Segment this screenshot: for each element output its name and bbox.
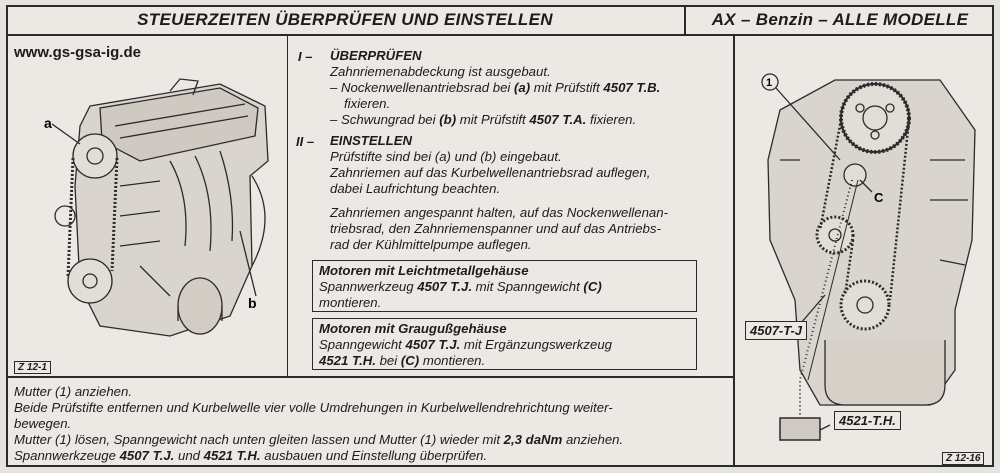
section1-item2: – Schwungrad bei (b) mit Prüfstift 4507 T.A. fixieren. xyxy=(330,112,637,127)
box-grey-cast xyxy=(312,318,697,370)
section1-text xyxy=(330,48,730,128)
bottom-line3: bewegen. xyxy=(14,416,72,431)
section2-number: II – xyxy=(296,134,315,149)
box2-line1: Spanngewicht 4507 T.J. mit Ergänzungswerkzeug xyxy=(319,337,612,352)
engine-left-illustration xyxy=(20,66,282,366)
model-title: AX – Benzin – ALLE MODELLE xyxy=(686,5,994,36)
section2-title: EINSTELLEN xyxy=(330,133,413,148)
section2-line3: dabei Laufrichtung beachten. xyxy=(330,181,501,196)
section1-item1: – Nockenwellenantriebsrad bei (a) mit Prüfstift 4507 T.B. xyxy=(330,80,661,95)
tool-callout-4521: 4521-T.H. xyxy=(834,411,901,430)
box2-title: Motoren mit Graugußgehäuse xyxy=(319,321,507,336)
watermark-url: www.gs-gsa-ig.de xyxy=(14,44,141,61)
section2-line1: Prüfstifte sind bei (a) und (b) eingebaut. xyxy=(330,149,562,164)
label-a: a xyxy=(44,115,52,131)
label-b: b xyxy=(248,295,257,311)
figure-id-left: Z 12-1 xyxy=(14,361,51,374)
box1-line2: montieren. xyxy=(319,295,382,310)
bottom-line5: Spannwerkzeuge 4507 T.J. und 4521 T.H. ausbauen und Einstellung überprüfen. xyxy=(14,448,488,463)
box-light-alloy xyxy=(312,260,697,312)
section1-intro: Zahnriemenabdeckung ist ausgebaut. xyxy=(330,64,551,79)
figure-divider xyxy=(287,36,288,376)
section2-para2-l3: rad der Kühlmittelpumpe auflegen. xyxy=(330,237,532,252)
engine-right-illustration xyxy=(740,40,990,460)
bottom-divider xyxy=(6,376,734,378)
section2-line2: Zahnriemen auf das Kurbelwellenantriebsrad auflegen, xyxy=(330,165,651,180)
bottom-line2: Beide Prüfstifte entfernen und Kurbelwelle vier volle Umdrehungen in Kurbelwellendrehrichtung weiter- xyxy=(14,400,613,415)
section2-para2-l1: Zahnriemen angespannt halten, auf das Nockenwellenan- xyxy=(330,205,668,220)
tool-callout-4507: 4507-T-J xyxy=(745,321,807,340)
section1-title: ÜBERPRÜFEN xyxy=(330,48,422,63)
page-title: STEUERZEITEN ÜBERPRÜFEN UND EINSTELLEN xyxy=(6,5,686,36)
label-c: C xyxy=(874,190,884,205)
box2-line2: 4521 T.H. bei (C) montieren. xyxy=(319,353,486,368)
column-divider xyxy=(733,36,735,467)
section1-number: I – xyxy=(298,49,313,64)
box1-title: Motoren mit Leichtmetallgehäuse xyxy=(319,263,529,278)
section1-item1-cont: fixieren. xyxy=(344,96,391,111)
box1-line1: Spannwerkzeug 4507 T.J. mit Spanngewicht (C) xyxy=(319,279,602,294)
bottom-line4: Mutter (1) lösen, Spanngewicht nach unten gleiten lassen und Mutter (1) wieder mit 2,3 daNm anziehen. xyxy=(14,432,624,447)
label-1: 1 xyxy=(766,77,773,89)
section2-text xyxy=(330,133,730,253)
bottom-instructions xyxy=(14,384,714,464)
bottom-line1: Mutter (1) anziehen. xyxy=(14,384,133,399)
figure-id-right: Z 12-16 xyxy=(942,452,984,465)
section2-para2-l2: triebsrad, den Zahnriemenspanner und auf das Antriebs- xyxy=(330,221,661,236)
